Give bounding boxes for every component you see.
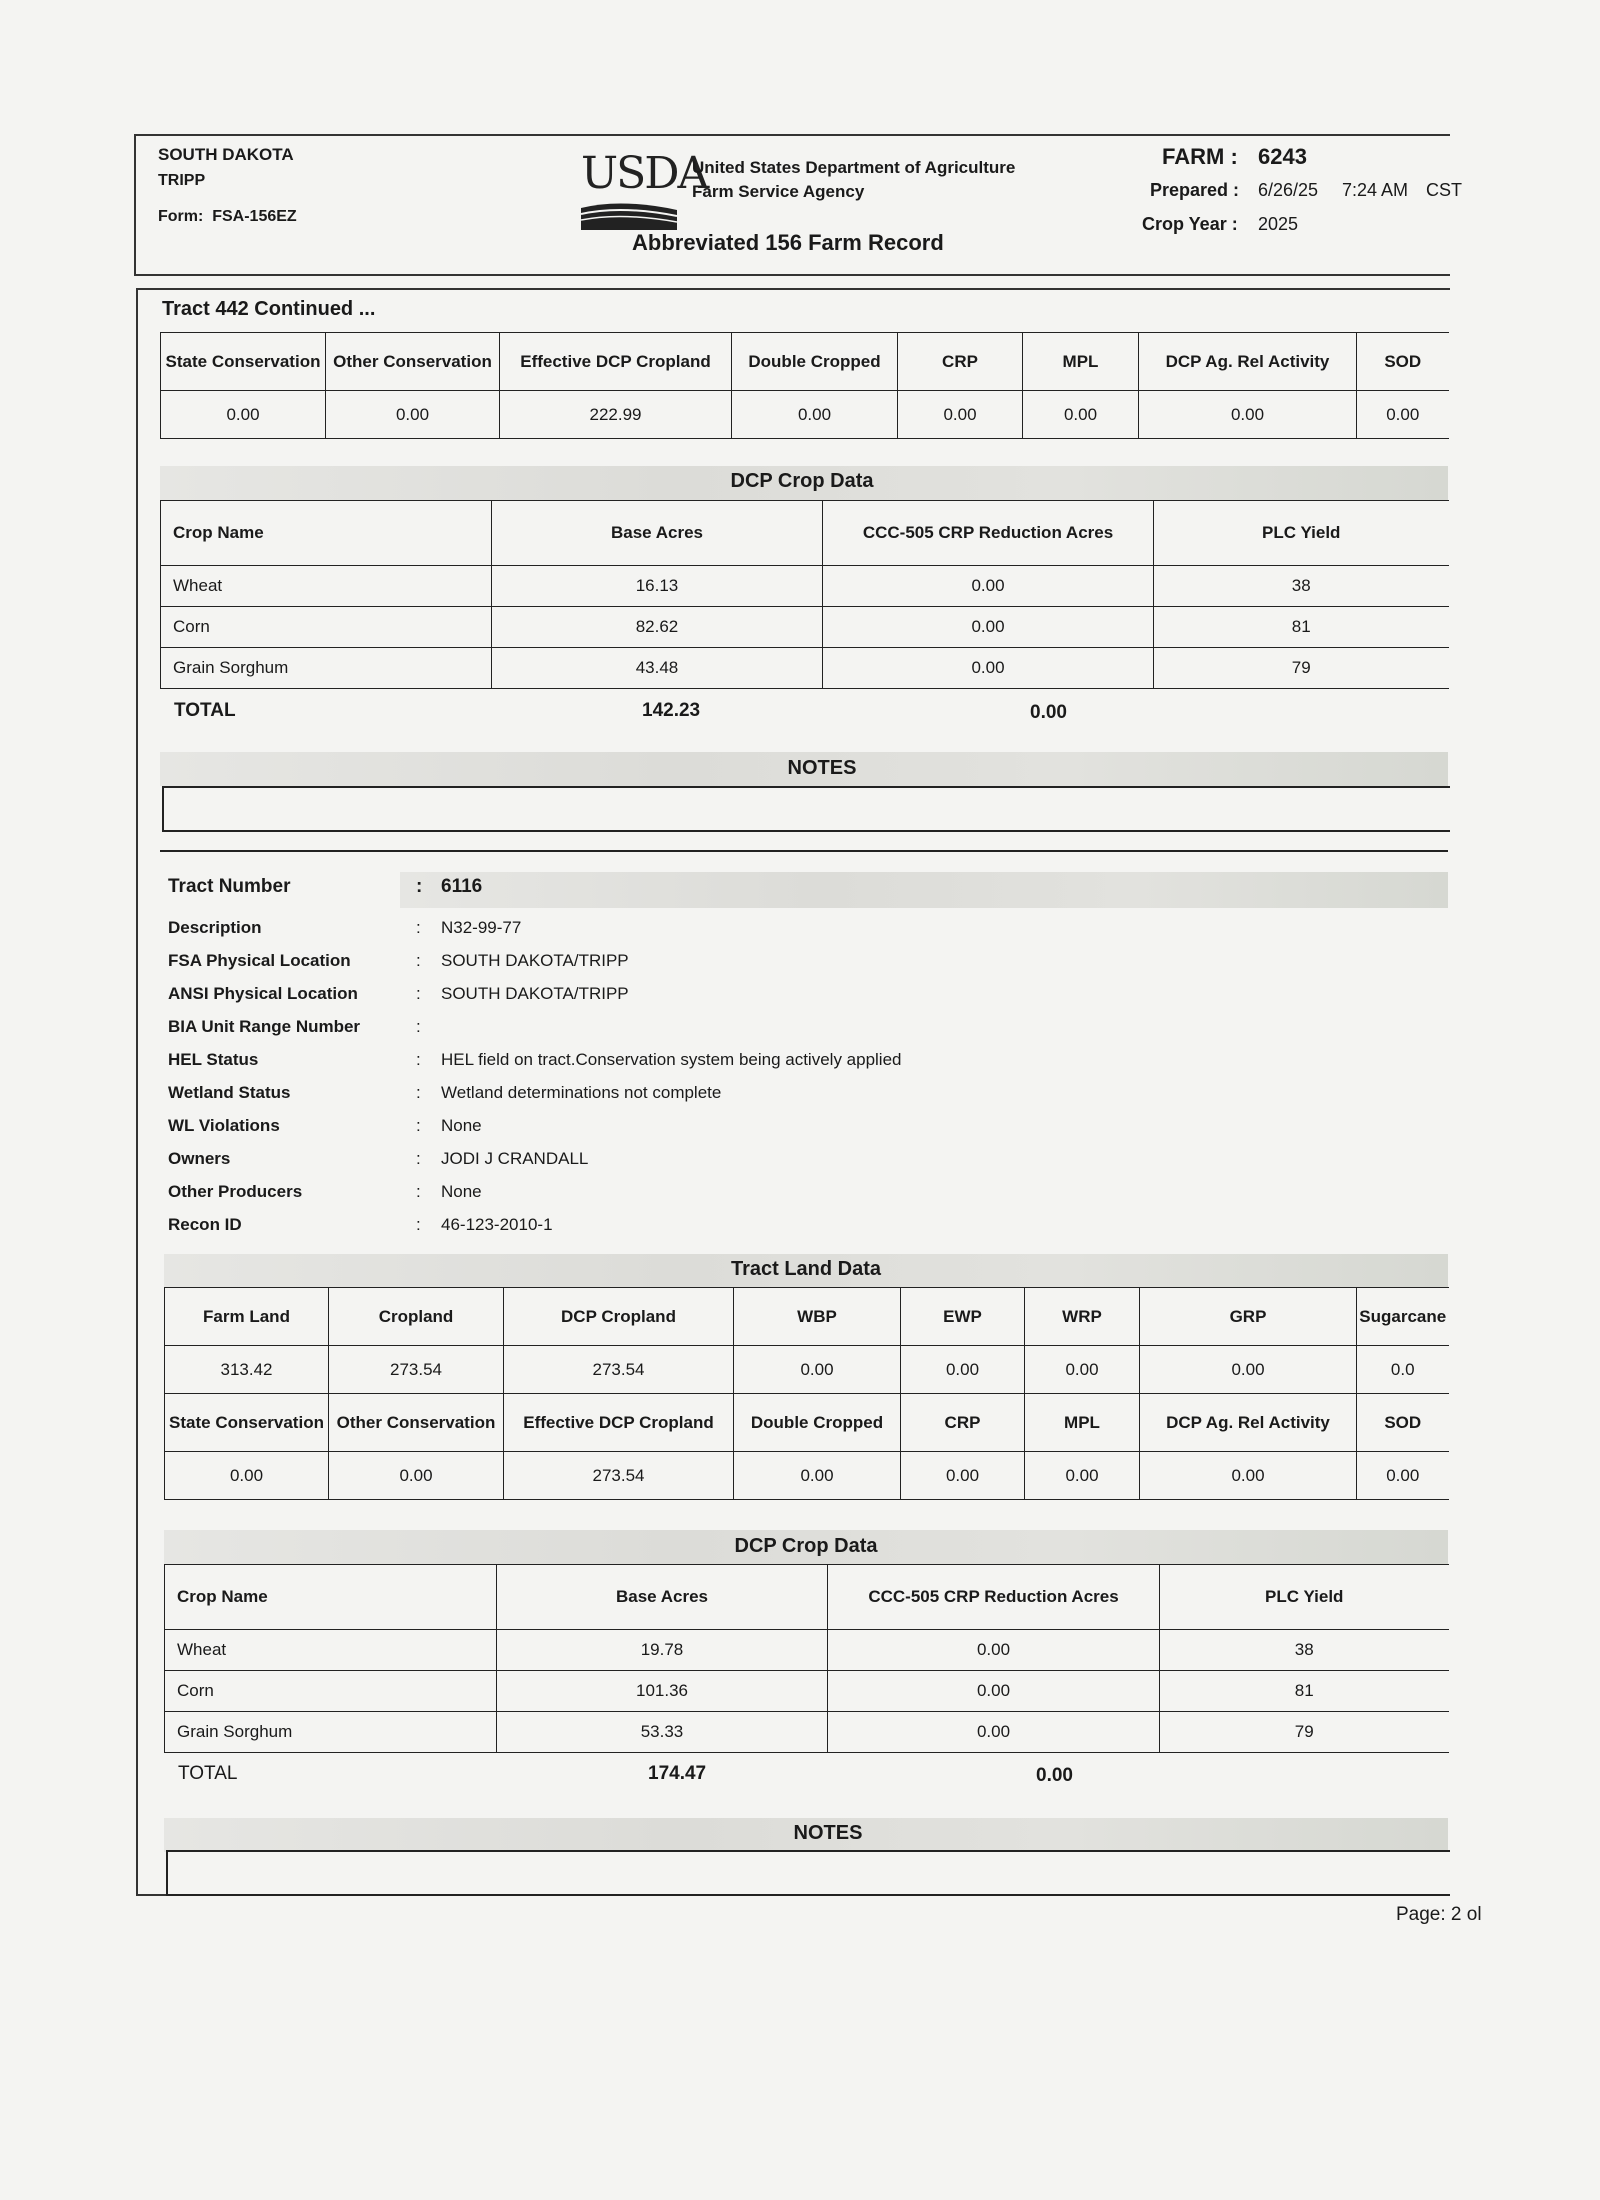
base-acres: 16.13 [492, 566, 823, 607]
header-cell: GRP [1140, 1288, 1357, 1346]
field-value: 46-123-2010-1 [441, 1215, 553, 1234]
base-acres: 19.78 [497, 1630, 828, 1671]
field-label: Wetland Status [168, 1083, 291, 1102]
tract-442-land-table [160, 332, 1449, 439]
prepared-date: 6/26/25 [1258, 180, 1319, 200]
colon: : [416, 1116, 421, 1135]
header-cell: DCP Ag. Rel Activity [1139, 333, 1357, 391]
table-row [165, 1630, 1449, 1671]
total-ccc-reduction: 0.00 [1036, 1765, 1073, 1786]
state-name: SOUTH DAKOTA [158, 145, 294, 164]
base-acres: 82.62 [492, 607, 823, 648]
field-value: HEL field on tract.Conservation system being actively applied [441, 1050, 902, 1069]
plc-yield: 81 [1160, 1671, 1449, 1712]
colon: : [416, 1083, 421, 1102]
field-value: SOUTH DAKOTA/TRIPP [441, 951, 629, 970]
total-label: TOTAL [178, 1763, 238, 1784]
value-cell: 0.00 [1023, 391, 1139, 439]
field-value: N32-99-77 [441, 918, 522, 937]
header-cell: WBP [734, 1288, 901, 1346]
header-cell: CRP [898, 333, 1023, 391]
value-cell: 273.54 [329, 1346, 504, 1394]
tract-6116-land-table [164, 1287, 1449, 1500]
value-cell: 273.54 [504, 1452, 734, 1500]
notes-title: NOTES [787, 757, 857, 779]
prepared-label: Prepared : [1150, 180, 1240, 200]
header-cell: Other Conservation [329, 1394, 504, 1452]
base-acres: 53.33 [497, 1712, 828, 1753]
ccc-reduction: 0.00 [823, 648, 1154, 689]
ccc-reduction: 0.00 [823, 607, 1154, 648]
value-cell: 0.00 [898, 391, 1023, 439]
field-label: Other Producers [168, 1182, 303, 1201]
colon: : [416, 918, 421, 937]
colon: : [416, 951, 421, 970]
base-acres: 101.36 [497, 1671, 828, 1712]
tract-land-data-title: Tract Land Data [730, 1258, 882, 1280]
farm-label: FARM : [1162, 144, 1238, 169]
agency-line2: Farm Service Agency [692, 182, 865, 201]
notes-title: NOTES [793, 1822, 863, 1844]
field-label: Recon ID [168, 1215, 242, 1234]
field-value: None [441, 1182, 482, 1201]
value-cell: 0.00 [1357, 1452, 1449, 1500]
tract-442-continued-label: Tract 442 Continued ... [162, 298, 376, 320]
header-cell: Base Acres [497, 1565, 828, 1630]
colon: : [416, 1149, 421, 1168]
ccc-reduction: 0.00 [828, 1671, 1160, 1712]
header-cell: Crop Name [161, 501, 492, 566]
value-cell: 0.00 [734, 1452, 901, 1500]
header-cell: Crop Name [165, 1565, 497, 1630]
header-cell: DCP Cropland [504, 1288, 734, 1346]
total-base-acres: 174.47 [648, 1763, 707, 1784]
prepared-time: 7:24 AM [1342, 180, 1409, 200]
value-cell: 0.00 [732, 391, 898, 439]
crop-name: Grain Sorghum [161, 648, 492, 689]
field-value: SOUTH DAKOTA/TRIPP [441, 984, 629, 1003]
form-label: Form: [158, 208, 204, 225]
value-cell: 0.00 [1139, 391, 1357, 439]
header-cell: Double Cropped [734, 1394, 901, 1452]
header-cell: State Conservation [161, 333, 326, 391]
ccc-reduction: 0.00 [828, 1630, 1160, 1671]
value-cell: 0.00 [1140, 1452, 1357, 1500]
total-base-acres: 142.23 [642, 700, 701, 721]
prepared-timezone: CST [1426, 180, 1462, 200]
crop-name: Grain Sorghum [165, 1712, 497, 1753]
field-value: Wetland determinations not complete [441, 1083, 722, 1102]
header-cell: State Conservation [165, 1394, 329, 1452]
page-number: Page: 2 ol [1396, 1904, 1482, 1925]
ccc-reduction: 0.00 [823, 566, 1154, 607]
form-id [158, 208, 297, 226]
header-cell: Double Cropped [732, 333, 898, 391]
notes-box [162, 786, 1450, 832]
value-cell: 0.00 [1025, 1346, 1140, 1394]
value-cell: 0.00 [1357, 391, 1449, 439]
crop-name: Wheat [165, 1630, 497, 1671]
colon: : [416, 1017, 421, 1036]
value-cell: 0.00 [901, 1346, 1025, 1394]
value-cell: 0.0 [1357, 1346, 1449, 1394]
table-row [165, 1671, 1449, 1712]
header-cell: EWP [901, 1288, 1025, 1346]
value-cell: 222.99 [500, 391, 732, 439]
notes-box [166, 1850, 1450, 1896]
colon: : [416, 1215, 421, 1234]
header-cell: MPL [1023, 333, 1139, 391]
field-label: BIA Unit Range Number [168, 1017, 361, 1036]
header-cell: Cropland [329, 1288, 504, 1346]
field-value: JODI J CRANDALL [441, 1149, 589, 1168]
table-row [161, 648, 1449, 689]
crop-name: Corn [165, 1671, 497, 1712]
usda-logo-text: USDA [581, 148, 708, 199]
header-cell: CCC-505 CRP Reduction Acres [828, 1565, 1160, 1630]
total-ccc-reduction: 0.00 [1030, 702, 1067, 723]
field-value: None [441, 1116, 482, 1135]
usda-logo-icon [581, 148, 708, 224]
tract-number-label: Tract Number [168, 876, 291, 897]
ccc-reduction: 0.00 [828, 1712, 1160, 1753]
value-cell: 0.00 [161, 391, 326, 439]
section-divider [160, 850, 1448, 852]
header-cell: PLC Yield [1154, 501, 1449, 566]
field-label: WL Violations [168, 1116, 280, 1135]
plc-yield: 79 [1154, 648, 1449, 689]
table-row [161, 566, 1449, 607]
crop-name: Corn [161, 607, 492, 648]
dcp-crop-data-title: DCP Crop Data [734, 1535, 878, 1557]
usda-swoosh-icon [581, 200, 677, 230]
tract-442-crop-table [160, 500, 1449, 689]
plc-yield: 38 [1154, 566, 1449, 607]
crop-name: Wheat [161, 566, 492, 607]
value-cell: 273.54 [504, 1346, 734, 1394]
header-cell: PLC Yield [1160, 1565, 1449, 1630]
farm-number: 6243 [1258, 144, 1307, 169]
plc-yield: 79 [1160, 1712, 1449, 1753]
field-label: Owners [168, 1149, 231, 1168]
field-label: ANSI Physical Location [168, 984, 358, 1003]
header-cell: WRP [1025, 1288, 1140, 1346]
colon: : [416, 876, 423, 897]
header-cell: CCC-505 CRP Reduction Acres [823, 501, 1154, 566]
dcp-crop-data-title: DCP Crop Data [730, 470, 874, 492]
crop-year-value: 2025 [1258, 214, 1299, 234]
header-cell: Other Conservation [326, 333, 500, 391]
header-cell: MPL [1025, 1394, 1140, 1452]
county-name: TRIPP [158, 172, 206, 189]
value-cell: 0.00 [329, 1452, 504, 1500]
header-cell: SOD [1357, 1394, 1449, 1452]
value-cell: 0.00 [1025, 1452, 1140, 1500]
header-cell: Effective DCP Cropland [500, 333, 732, 391]
header-cell: SOD [1357, 333, 1449, 391]
header-cell: Farm Land [165, 1288, 329, 1346]
plc-yield: 81 [1154, 607, 1449, 648]
plc-yield: 38 [1160, 1630, 1449, 1671]
header-cell: Base Acres [492, 501, 823, 566]
document-header [134, 134, 1462, 276]
field-label: HEL Status [168, 1050, 259, 1069]
field-label: Description [168, 918, 262, 937]
value-cell: 0.00 [326, 391, 500, 439]
section-band [400, 872, 1448, 908]
header-cell: Sugarcane [1357, 1288, 1449, 1346]
agency-line1: United States Department of Agriculture [692, 158, 1016, 177]
crop-year-label: Crop Year : [1142, 214, 1238, 234]
header-cell: CRP [901, 1394, 1025, 1452]
table-row [165, 1712, 1449, 1753]
header-cell: Effective DCP Cropland [504, 1394, 734, 1452]
tract-6116-crop-table [164, 1564, 1449, 1753]
table-row [161, 607, 1449, 648]
base-acres: 43.48 [492, 648, 823, 689]
value-cell: 313.42 [165, 1346, 329, 1394]
colon: : [416, 1050, 421, 1069]
colon: : [416, 984, 421, 1003]
value-cell: 0.00 [165, 1452, 329, 1500]
value-cell: 0.00 [734, 1346, 901, 1394]
document-title: Abbreviated 156 Farm Record [632, 230, 944, 255]
tract-number-value: 6116 [441, 876, 483, 897]
colon: : [416, 1182, 421, 1201]
value-cell: 0.00 [901, 1452, 1025, 1500]
total-label: TOTAL [174, 700, 236, 721]
form-value: FSA-156EZ [212, 208, 297, 225]
field-label: FSA Physical Location [168, 951, 351, 970]
header-cell: DCP Ag. Rel Activity [1140, 1394, 1357, 1452]
value-cell: 0.00 [1140, 1346, 1357, 1394]
